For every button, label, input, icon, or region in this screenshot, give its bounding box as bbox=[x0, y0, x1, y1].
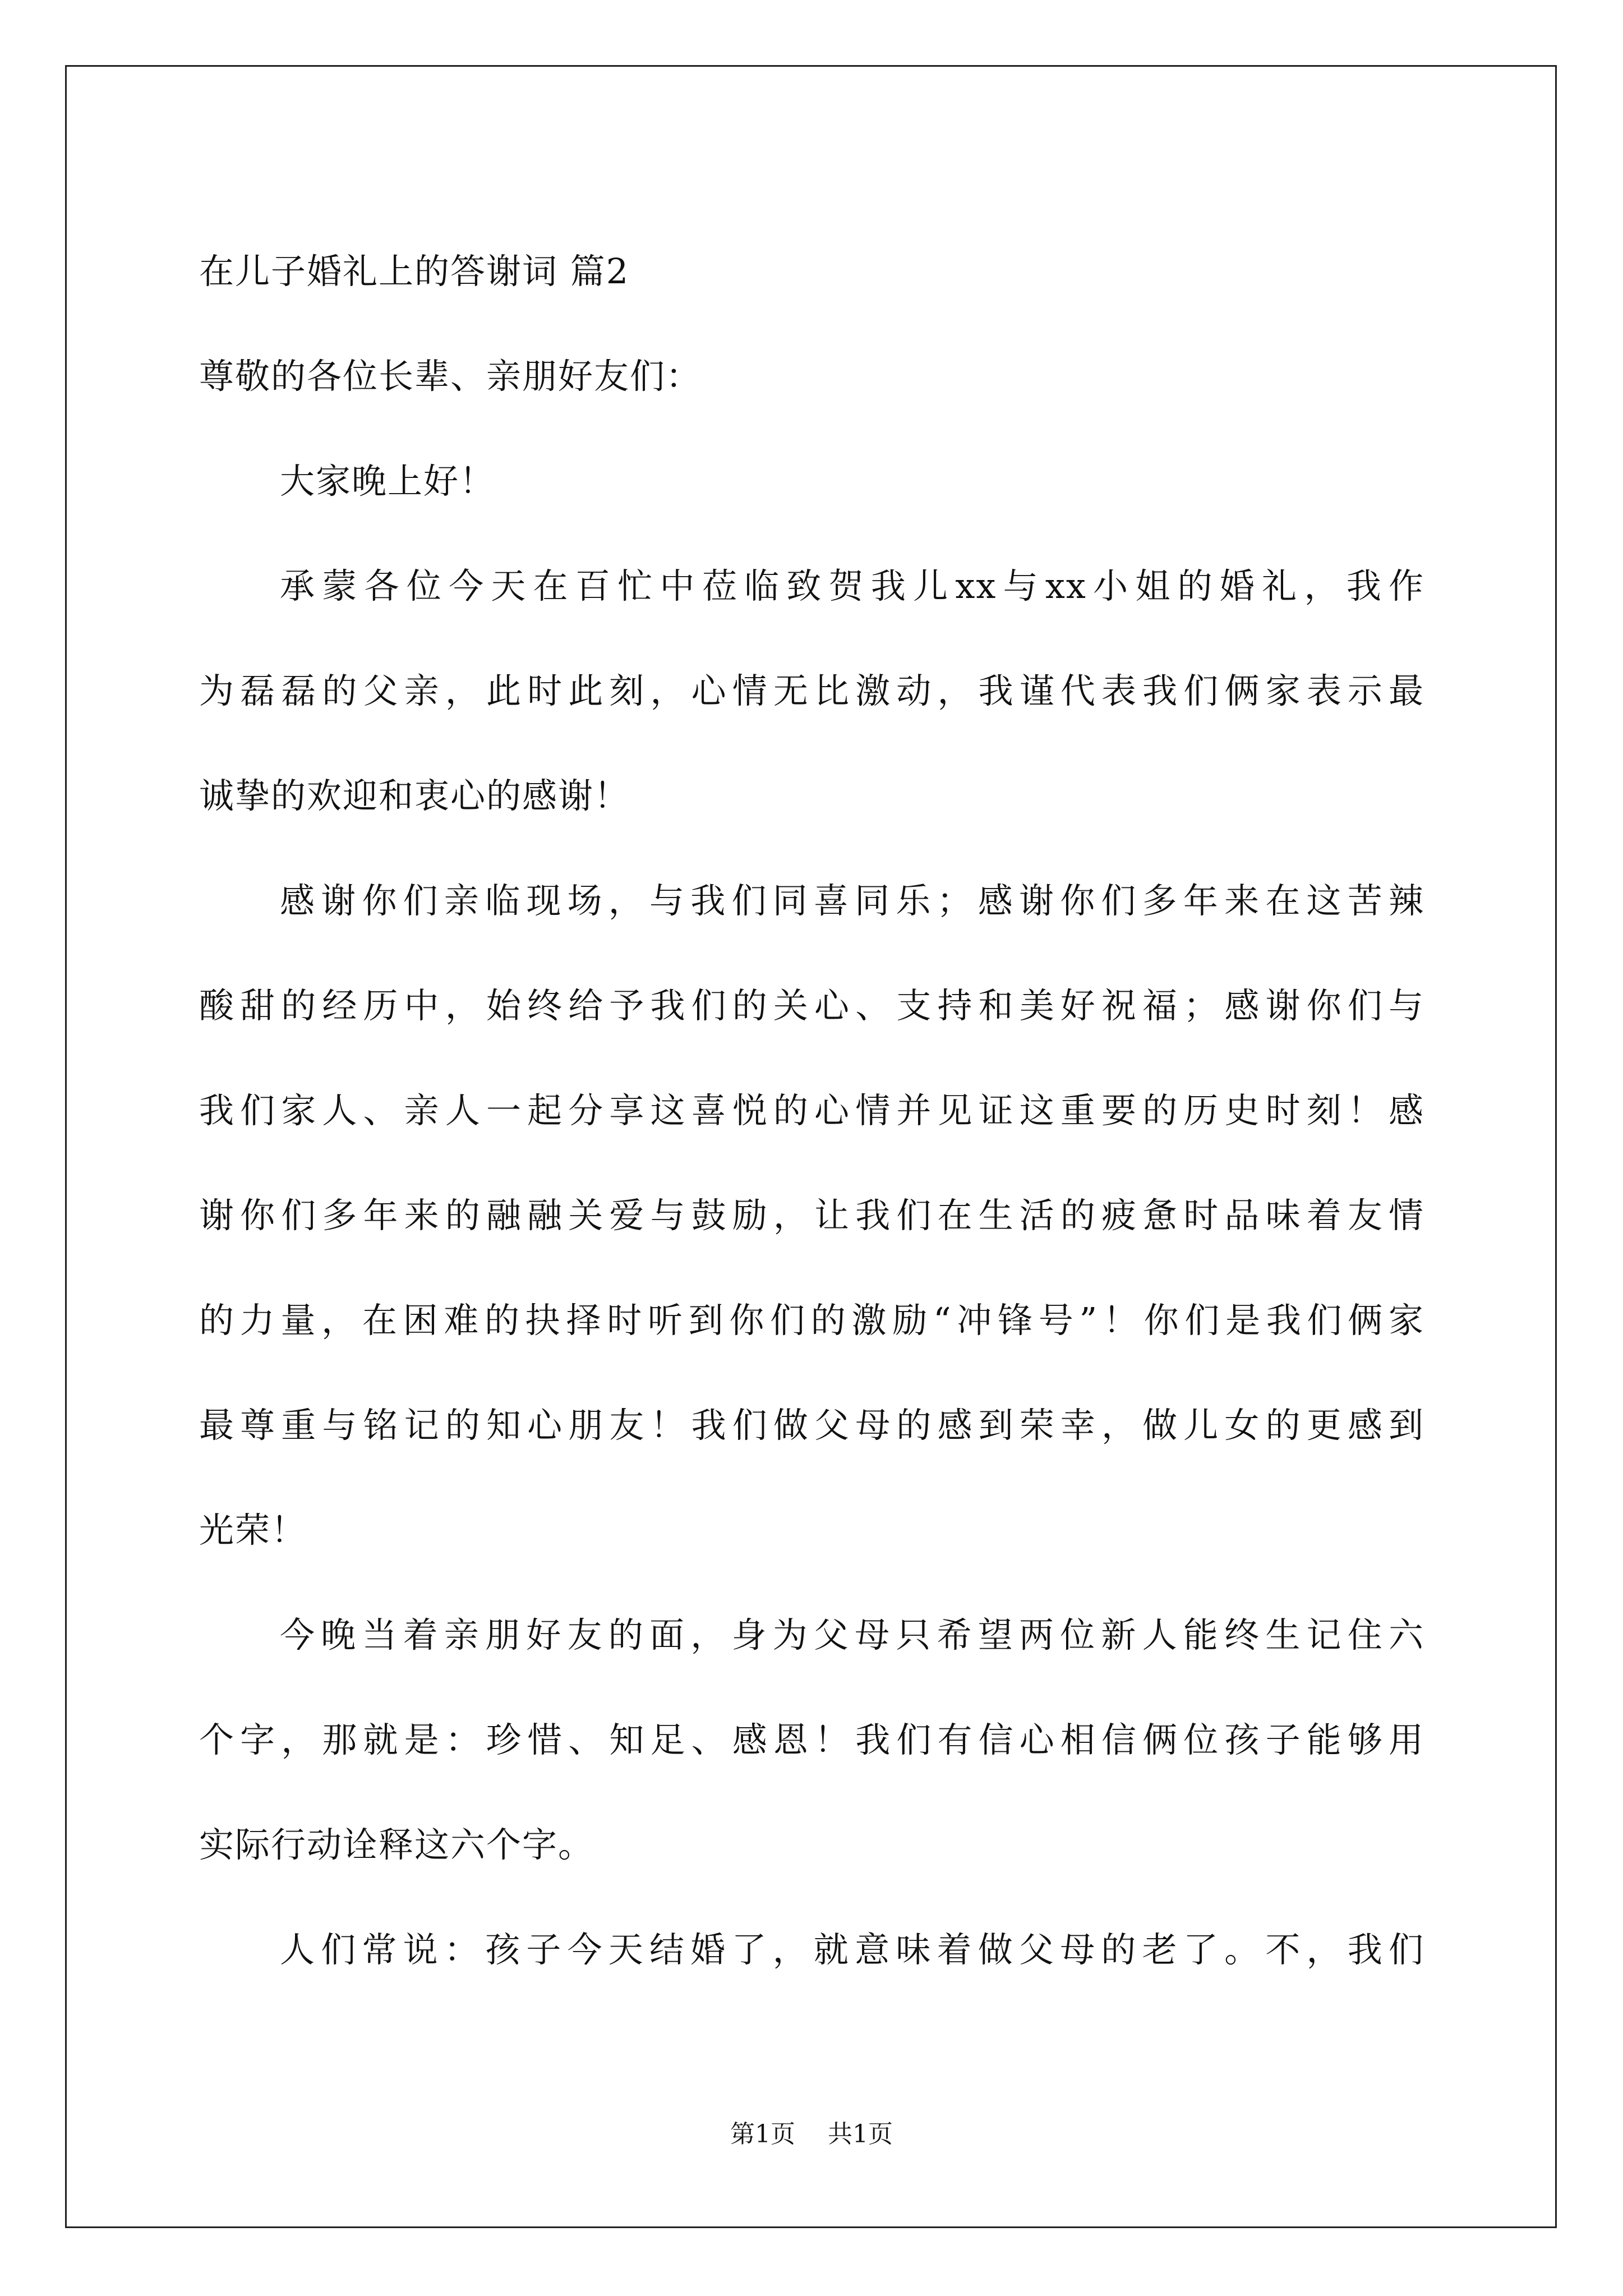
salutation: 尊敬的各位长辈、亲朋好友们： bbox=[199, 356, 702, 397]
page-total: 共1页 bbox=[828, 2120, 893, 2148]
paragraph-line: 酸甜的经历中，始终给予我们的关心、支持和美好祝福；感谢你们与 bbox=[199, 985, 1424, 1026]
paragraph-line: 人们常说：孩子今天结婚了，就意味着做父母的老了。不，我们 bbox=[280, 1929, 1424, 1970]
paragraph-line: 实际行动诠释这六个字。 bbox=[199, 1824, 594, 1865]
document-body bbox=[199, 219, 1424, 2002]
paragraph-line: 个字，那就是：珍惜、知足、感恩！我们有信心相信俩位孩子能够用 bbox=[199, 1719, 1424, 1760]
document-title: 在儿子婚礼上的答谢词 篇2 bbox=[199, 251, 630, 292]
paragraph-line: 诚挚的欢迎和衷心的感谢！ bbox=[199, 775, 630, 816]
paragraph-line: 感谢你们亲临现场，与我们同喜同乐；感谢你们多年来在这苦辣 bbox=[280, 880, 1424, 921]
paragraph-line: 今晚当着亲朋好友的面，身为父母只希望两位新人能终生记住六 bbox=[280, 1614, 1424, 1655]
greeting: 大家晚上好！ bbox=[280, 461, 496, 501]
paragraph-line: 承蒙各位今天在百忙中莅临致贺我儿xx与xx小姐的婚礼，我作 bbox=[280, 565, 1424, 606]
paragraph-line: 为磊磊的父亲，此时此刻，心情无比激动，我谨代表我们俩家表示最 bbox=[199, 670, 1424, 711]
paragraph-line: 谢你们多年来的融融关爱与鼓励，让我们在生活的疲惫时品味着友情 bbox=[199, 1195, 1424, 1236]
paragraph-line: 的力量，在困难的抉择时听到你们的激励“冲锋号”！你们是我们俩家 bbox=[199, 1300, 1424, 1341]
paragraph-line: 光荣！ bbox=[199, 1510, 307, 1550]
page-footer bbox=[0, 2118, 1623, 2151]
paragraph-line: 我们家人、亲人一起分享这喜悦的心情并见证这重要的历史时刻！感 bbox=[199, 1090, 1424, 1131]
paragraph-line: 最尊重与铭记的知心朋友！我们做父母的感到荣幸，做儿女的更感到 bbox=[199, 1405, 1424, 1446]
page-number: 第1页 bbox=[730, 2120, 795, 2148]
